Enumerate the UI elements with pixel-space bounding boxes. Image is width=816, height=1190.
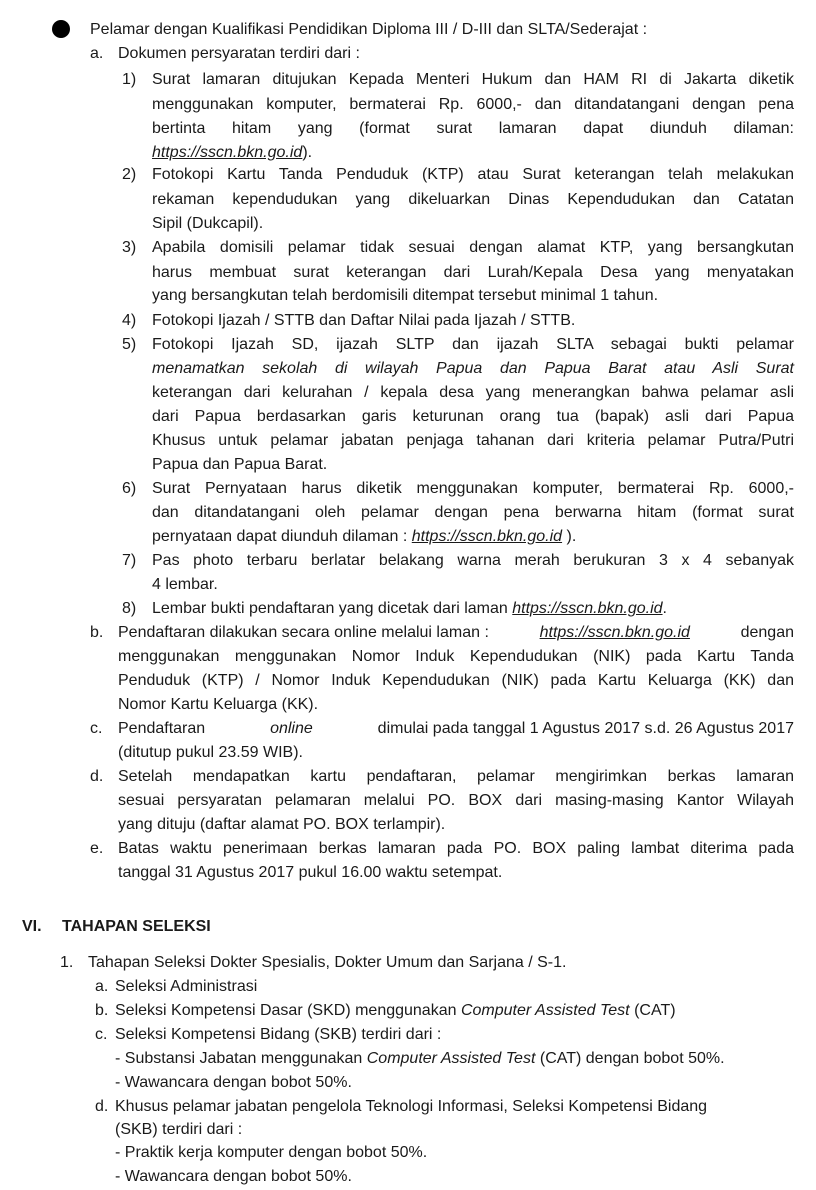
link-suffix: ). <box>566 528 577 545</box>
section-b-line-3: Penduduk (KTP) / Nomor Induk Kependudukan (NIK) pada Kartu Keluarga (KK) dan <box>118 672 794 689</box>
item-number: 3) <box>122 239 137 256</box>
qualification-intro: Pelamar dengan Kualifikasi Pendidikan Diploma III / D-III dan SLTA/Sederajat : <box>90 21 648 38</box>
vi-d-line-1: Khusus pelamar jabatan pengelola Teknologi Informasi, Seleksi Kompetensi Bidang <box>115 1098 708 1115</box>
item-5-line-6: Papua dan Papua Barat. <box>152 456 328 473</box>
vi-d-label: d. <box>95 1098 109 1115</box>
text: Lembar bukti pendaftaran yang dicetak dari laman <box>152 600 508 617</box>
item-8-line-1 <box>152 597 667 621</box>
item-2-line-1: Fotokopi Kartu Tanda Penduduk (KTP) atau Surat keterangan telah melakukan <box>152 166 794 183</box>
vi-b-label: b. <box>95 1002 109 1019</box>
vi-c-label: c. <box>95 1026 108 1043</box>
vi-item-1-text: Tahapan Seleksi Dokter Spesialis, Dokter Umum dan Sarjana / S-1. <box>88 954 567 971</box>
cat-italic: Computer Assisted Test <box>460 1002 630 1019</box>
vi-b-text <box>115 999 676 1023</box>
vi-item-1-number: 1. <box>60 954 74 971</box>
item-5-line-5: Khusus untuk pelamar jabatan penjaga tahanan dari kriteria pelamar Putra/Putri <box>152 432 794 449</box>
text: (CAT) <box>634 1002 676 1019</box>
item-5-line-2: menamatkan sekolah di wilayah Papua dan Papua Barat atau Asli Surat <box>152 360 794 377</box>
section-c-line-1 <box>118 717 794 741</box>
link-suffix: . <box>662 600 667 617</box>
item-1-line-2: menggunakan komputer, bermaterai Rp. 6000,- dan ditandatangani dengan pena <box>152 96 794 113</box>
text: - Substansi Jabatan menggunakan <box>115 1050 363 1067</box>
section-vi-label: VI. <box>22 918 42 935</box>
item-3-line-1: Apabila domisili pelamar tidak sesuai dengan alamat KTP, yang bersangkutan <box>152 239 794 256</box>
item-5-line-3: keterangan dari kelurahan / kepala desa yang menerangkan bahwa pelamar asli <box>152 384 794 401</box>
item-1-line-1: Surat lamaran ditujukan Kepada Menteri Hukum dan HAM RI di Jakarta diketik <box>152 71 794 88</box>
item-1-line-4 <box>152 141 312 165</box>
item-2-line-3: Sipil (Dukcapil). <box>152 215 264 232</box>
text: Pendaftaran <box>118 720 206 737</box>
section-b-line-2: menggunakan menggunakan Nomor Induk Kependudukan (NIK) pada Kartu Tanda <box>118 648 794 665</box>
section-d-label: d. <box>90 768 104 785</box>
vi-d-line-2: (SKB) terdiri dari : <box>115 1121 243 1138</box>
cat-italic: Computer Assisted Test <box>366 1050 536 1067</box>
vi-c-sub-1 <box>115 1047 725 1071</box>
item-7-line-1: Pas photo terbaru berlatar belakang warna merah berukuran 3 x 4 sebanyak <box>152 552 794 569</box>
text: Seleksi Kompetensi Dasar (SKD) menggunakan <box>115 1002 457 1019</box>
section-c-line-2: (ditutup pukul 23.59 WIB). <box>118 744 303 761</box>
item-6-line-2: dan ditandatangani oleh pelamar dengan pena berwarna hitam (format surat <box>152 504 794 521</box>
section-b-label: b. <box>90 624 104 641</box>
item-3-line-3: yang bersangkutan telah berdomisili ditempat tersebut minimal 1 tahun. <box>152 287 659 304</box>
item-6-line-1: Surat Pernyataan harus diketik menggunakan komputer, bermaterai Rp. 6000,- <box>152 480 794 497</box>
bullet-icon <box>52 20 70 38</box>
vi-d-sub-2: - Wawancara dengan bobot 50%. <box>115 1168 352 1185</box>
section-e-line-2: tanggal 31 Agustus 2017 pukul 16.00 waktu setempat. <box>118 864 503 881</box>
item-number: 4) <box>122 312 137 329</box>
vi-d-sub-1: - Praktik kerja komputer dengan bobot 50%. <box>115 1144 428 1161</box>
item-number: 7) <box>122 552 137 569</box>
section-c-label: c. <box>90 720 103 737</box>
vi-c-sub-2: - Wawancara dengan bobot 50%. <box>115 1074 352 1091</box>
section-d-line-1: Setelah mendapatkan kartu pendaftaran, pelamar mengirimkan berkas lamaran <box>118 768 794 785</box>
item-number: 2) <box>122 166 137 183</box>
sscn-link[interactable]: https://sscn.bkn.go.id <box>152 144 303 161</box>
section-d-line-3: yang dituju (daftar alamat PO. BOX terlampir). <box>118 816 446 833</box>
section-e-line-1: Batas waktu penerimaan berkas lamaran pada PO. BOX paling lambat diterima pada <box>118 840 794 857</box>
section-e-label: e. <box>90 840 104 857</box>
item-number: 8) <box>122 600 137 617</box>
item-5-line-4: dari Papua berdasarkan garis keturunan orang tua (bapak) asli dari Papua <box>152 408 794 425</box>
sscn-link[interactable]: https://sscn.bkn.go.id <box>539 624 690 641</box>
text: dimulai pada tanggal 1 Agustus 2017 s.d. 26 Agustus 2017 <box>377 720 794 737</box>
item-2-line-2: rekaman kependudukan yang dikeluarkan Dinas Kependudukan dan Catatan <box>152 191 794 208</box>
item-5-line-1: Fotokopi Ijazah SD, ijazah SLTP dan ijazah SLTA sebagai bukti pelamar <box>152 336 794 353</box>
text: dengan <box>740 624 794 641</box>
section-a-heading: Dokumen persyaratan terdiri dari : <box>118 45 360 62</box>
text: (CAT) dengan bobot 50%. <box>539 1050 725 1067</box>
vi-c-text: Seleksi Kompetensi Bidang (SKB) terdiri dari : <box>115 1026 442 1043</box>
section-vi-title: TAHAPAN SELEKSI <box>62 918 211 935</box>
link-suffix: ). <box>302 144 313 161</box>
item-7-line-2: 4 lembar. <box>152 576 218 593</box>
item-number: 5) <box>122 336 137 353</box>
item-4-line-1: Fotokopi Ijazah / STTB dan Daftar Nilai pada Ijazah / STTB. <box>152 312 576 329</box>
section-d-line-2: sesuai persyaratan pelamaran melalui PO. BOX dari masing-masing Kantor Wilayah <box>118 792 794 809</box>
item-number: 1) <box>122 71 137 88</box>
text: Pendaftaran dilakukan secara online melalui laman : <box>118 624 489 641</box>
sscn-link[interactable]: https://sscn.bkn.go.id <box>512 600 663 617</box>
text: pernyataan dapat diunduh dilaman : <box>152 528 408 545</box>
section-b-line-4: Nomor Kartu Keluarga (KK). <box>118 696 319 713</box>
section-b-line-1 <box>118 621 794 645</box>
item-6-line-3 <box>152 525 576 549</box>
online-italic: online <box>270 720 313 737</box>
section-a-label: a. <box>90 45 104 62</box>
vi-a-label: a. <box>95 978 109 995</box>
item-1-line-3: bertinta hitam yang (format surat lamaran dapat diunduh dilaman: <box>152 120 794 137</box>
item-number: 6) <box>122 480 137 497</box>
item-3-line-2: harus membuat surat keterangan dari Lurah/Kepala Desa yang menyatakan <box>152 264 794 281</box>
sscn-link[interactable]: https://sscn.bkn.go.id <box>411 528 563 545</box>
vi-a-text: Seleksi Administrasi <box>115 978 258 995</box>
